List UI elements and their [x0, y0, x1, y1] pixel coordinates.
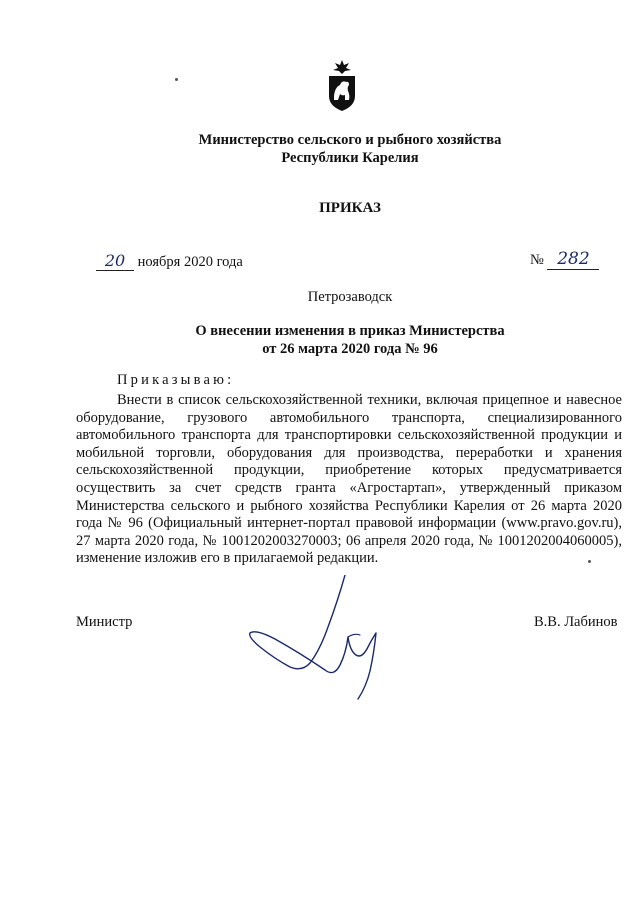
- ministry-name-line2: Республики Карелия: [281, 150, 419, 166]
- order-subject-line2: от 26 марта 2020 года № 96: [262, 341, 438, 357]
- karelia-coat-of-arms-icon: [327, 60, 357, 112]
- place-of-issue: Петрозаводск: [307, 289, 393, 305]
- scan-speck: [588, 560, 591, 563]
- document-type-title: ПРИКАЗ: [319, 200, 381, 216]
- preamble-order-word: Приказываю:: [117, 372, 235, 388]
- order-body-paragraph: Внести в список сельскохозяйственной техники, включая прицепное и навесное оборудование, грузового автомобильного транспорта, специализированного автомобильного транспорта для транспортировки сельскохозяйственной продукции и мобильной торговли, оборудования для производства, переработки и хранения сельскохозяйственной продукции, приобретение которых предусматривается осуществить за счет средств гранта «Агростартап», утвержденный приказом Министерства сельского и рыбного хозяйства Республики Карелия от 26 марта 2020 года № 96 (Официальный интернет-портал правовой информации (www.pravo.gov.ru), 27 марта 2020 года, № 1001202003270003; 06 апреля 2020 года, № 1001202004060005), изменение изложив его в прилагаемой редакции.: [76, 392, 622, 567]
- order-subject-line1: О внесении изменения в приказ Министерства: [195, 323, 505, 339]
- number-label: №: [530, 252, 544, 268]
- order-date: [96, 251, 243, 271]
- signer-name: В.В. Лабинов: [534, 614, 618, 630]
- order-number: [530, 249, 599, 270]
- ministry-name-line1: Министерство сельского и рыбного хозяйства: [198, 132, 502, 148]
- handwritten-signature: [230, 575, 410, 700]
- number-value-handwritten: 282: [547, 249, 599, 270]
- scan-speck: [175, 78, 178, 81]
- signer-position: Министр: [76, 614, 133, 630]
- date-day-handwritten: 20: [96, 251, 134, 271]
- date-month-year: ноября 2020 года: [137, 254, 243, 270]
